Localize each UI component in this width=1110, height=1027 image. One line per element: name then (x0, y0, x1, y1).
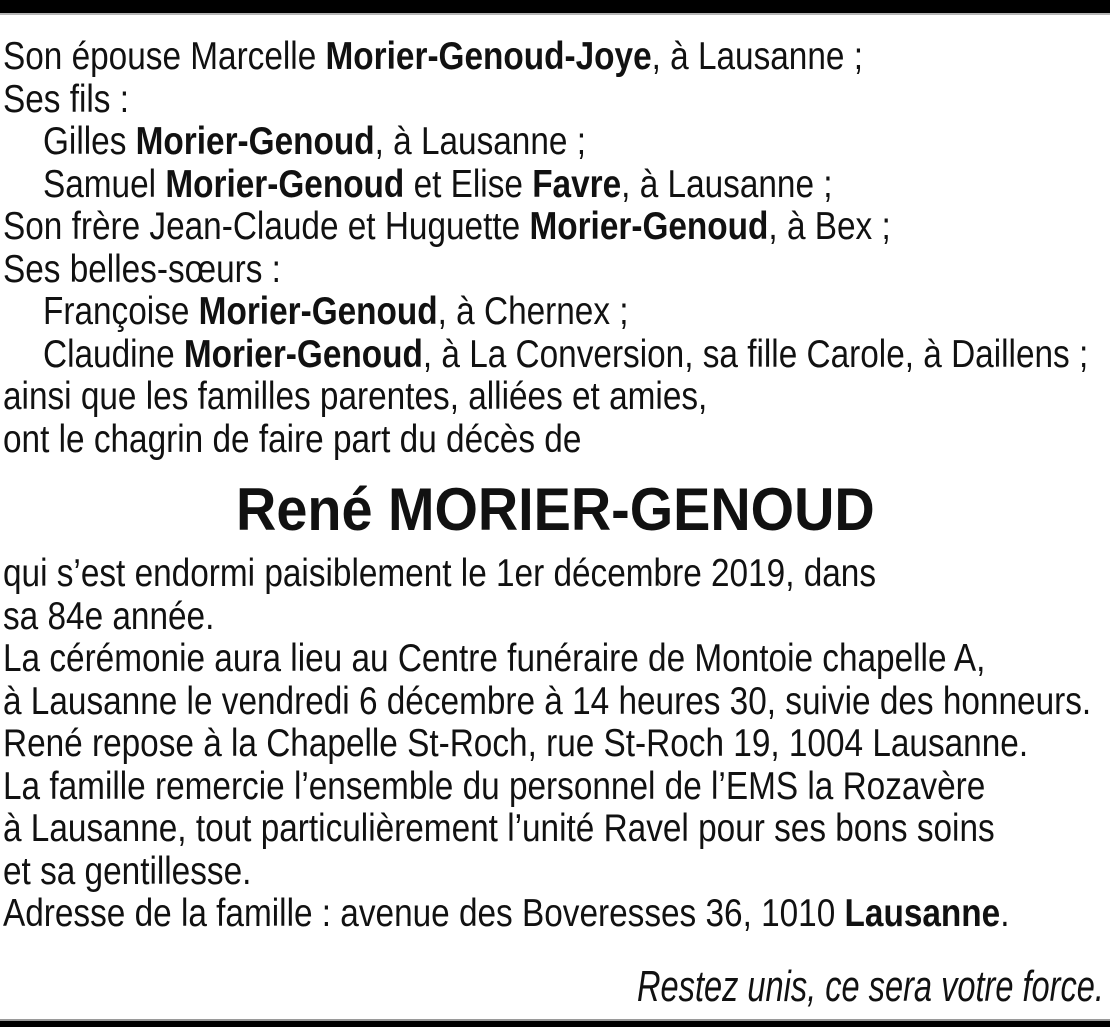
line-text (3, 638, 985, 681)
city-name-segment: Lausanne (844, 892, 1001, 935)
notice-content (3, 35, 1107, 1011)
line-text (43, 291, 629, 334)
family-name-segment: Morier-Genoud (165, 162, 405, 206)
text-segment: , à Lausanne ; (651, 35, 863, 78)
line-text (3, 419, 581, 462)
text-segment: Gilles (43, 120, 136, 163)
notice-line (3, 638, 1107, 681)
text-segment: ainsi que les familles parentes, alliées et amies, (3, 375, 708, 418)
family-name-segment: Favre (532, 162, 622, 206)
text-segment: , à Lausanne ; (374, 120, 586, 163)
text-segment: Son épouse Marcelle (3, 35, 326, 78)
line-text (3, 893, 1009, 936)
line-text (3, 681, 1091, 724)
text-segment: et Elise (404, 162, 533, 206)
line-text (3, 376, 707, 419)
notice-line (3, 851, 1107, 894)
text-segment: qui s’est endormi paisiblement le 1er décembre 2019, dans (3, 552, 877, 595)
top-border-bar (0, 0, 1110, 15)
text-segment: , à Bex ; (768, 205, 891, 248)
text-segment: Ses fils : (3, 77, 130, 121)
text-segment: René repose à la Chapelle St-Roch, rue St-Roch 19, 1004 Lausanne. (3, 722, 1029, 765)
closing-message (3, 961, 1107, 1011)
text-segment: à Lausanne, tout particulièrement l’unité Ravel pour ses bons soins (3, 807, 995, 850)
line-text (3, 206, 891, 249)
text-segment: Claudine (43, 332, 184, 376)
deceased-name-text: René MORIER-GENOUD (235, 476, 875, 543)
text-segment: , à La Conversion, sa fille Carole, à Daillens ; (422, 332, 1089, 376)
notice-body (3, 553, 1107, 936)
notice-line (3, 419, 1107, 462)
line-text (3, 553, 876, 596)
line-text (3, 249, 281, 292)
notice-line (3, 36, 1107, 79)
notice-line (3, 79, 1107, 122)
text-segment: , à Chernex ; (437, 290, 629, 333)
text-segment: ont le chagrin de faire part du décès de (3, 417, 582, 461)
text-segment: La cérémonie aura lieu au Centre funéraire de Montoie chapelle A, (3, 637, 986, 680)
text-segment: La famille remercie l’ensemble du personnel de l’EMS la Rozavère (3, 764, 986, 808)
text-segment: . (1000, 892, 1010, 935)
family-name-segment: Morier-Genoud-Joye (325, 35, 652, 78)
line-text (3, 808, 995, 851)
notice-line (3, 723, 1107, 766)
family-name-segment: Morier-Genoud (135, 120, 375, 163)
notice-line (3, 766, 1107, 809)
text-segment: sa 84e année. (3, 594, 215, 638)
line-text (3, 79, 129, 122)
line-text (3, 766, 985, 809)
notice-line (3, 206, 1107, 249)
line-text (43, 164, 833, 207)
line-text (43, 334, 1088, 377)
text-segment: à Lausanne le vendredi 6 décembre à 14 heures 30, suivie des honneurs. (3, 679, 1092, 723)
line-text (43, 121, 586, 164)
text-segment: Son frère Jean-Claude et Huguette (3, 205, 530, 248)
text-segment: Samuel (43, 162, 166, 206)
text-segment: Ses belles-sœurs : (3, 247, 281, 291)
family-address-line (3, 893, 1107, 936)
family-name-segment: Morier-Genoud (529, 205, 769, 248)
notice-line (3, 334, 1107, 377)
line-text (3, 723, 1028, 766)
text-segment: et sa gentillesse. (3, 849, 252, 893)
closing-message-text: Restez unis, ce sera votre force. (637, 961, 1104, 1011)
notice-line (3, 376, 1107, 419)
notice-line (3, 681, 1107, 724)
notice-line (3, 553, 1107, 596)
family-name-segment: Morier-Genoud (198, 290, 438, 333)
line-text (3, 851, 251, 894)
notice-line (3, 164, 1107, 207)
notice-line (3, 249, 1107, 292)
text-segment: Adresse de la famille : avenue des Boveresses 36, 1010 (3, 892, 845, 935)
bottom-border-bar (0, 1019, 1110, 1027)
line-text (3, 596, 214, 639)
notice-line (3, 291, 1107, 334)
text-segment: Françoise (43, 290, 199, 333)
text-segment: , à Lausanne ; (621, 162, 833, 206)
deceased-name (3, 477, 1107, 543)
notice-line (3, 808, 1107, 851)
notice-line (3, 121, 1107, 164)
notice-line (3, 596, 1107, 639)
family-name-segment: Morier-Genoud (183, 332, 423, 376)
line-text (3, 36, 863, 79)
